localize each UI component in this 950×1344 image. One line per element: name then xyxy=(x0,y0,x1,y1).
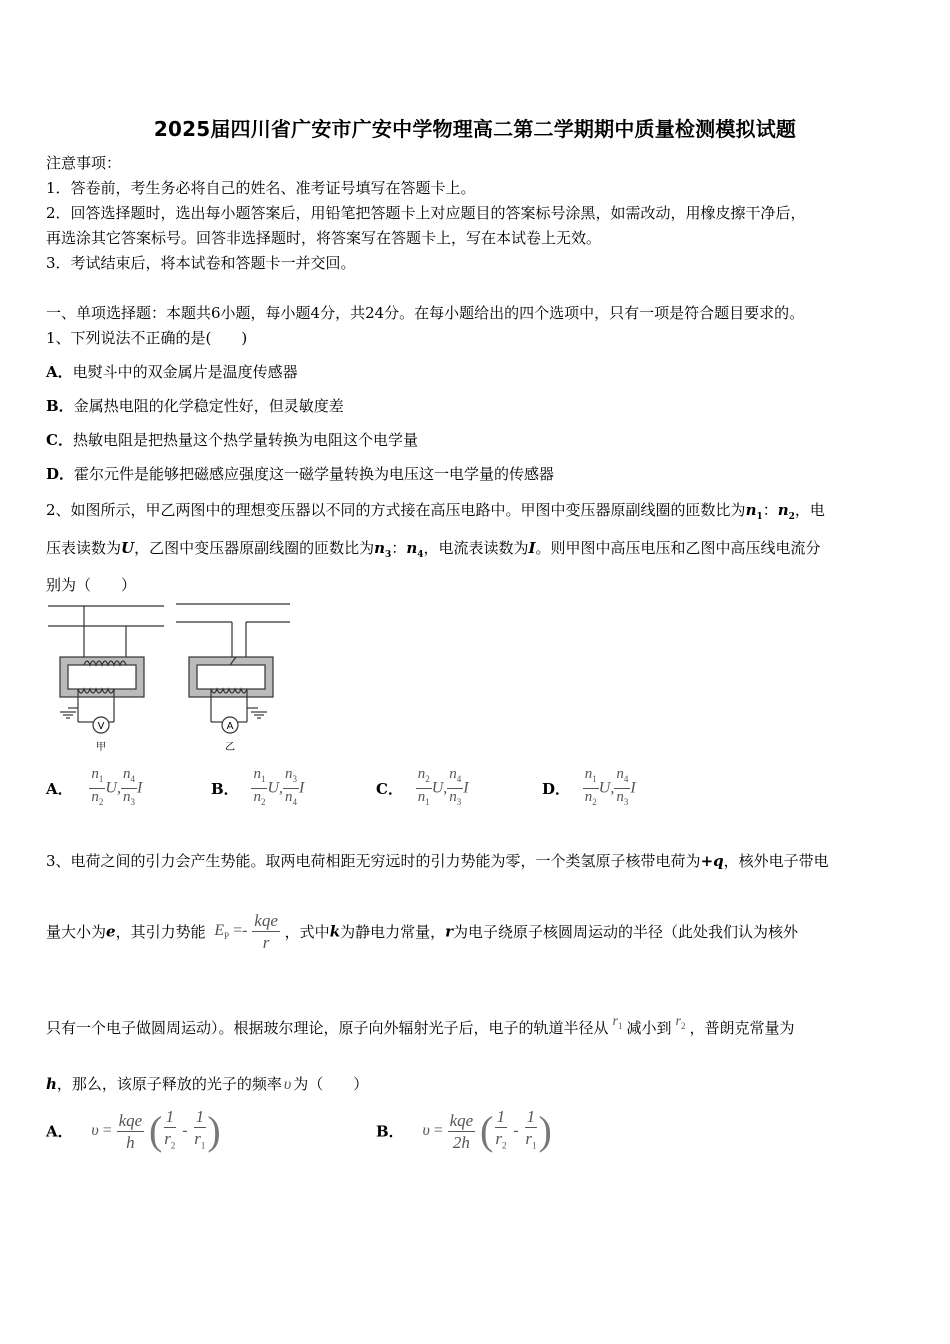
figure-label-yi: 乙 xyxy=(225,742,235,753)
notice-item-1: 1．答卷前，考生务必将自己的姓名、准考证号填写在答题卡上。 xyxy=(46,179,476,197)
ammeter-label: A xyxy=(226,721,234,732)
notice-item-2: 2．回答选择题时，选出每小题答案后，用铅笔把答题卡上对应题目的答案标号涂黑，如需改动，用橡皮擦干净后， xyxy=(46,204,806,222)
q3-stem-line3: 只有一个电子做圆周运动）。根据玻尔理论，原子向外辐射光子后，电子的轨道半径从 $r_1$ 减小到 $r_2$ ，普朗克常量为 xyxy=(46,1014,795,1037)
potential-formula: $E_P$ =- xyxy=(214,921,248,942)
q3-stem-line4: h，那么，该原子释放的光子的频率 υ 为（ ） xyxy=(46,1075,369,1093)
option-letter: C． xyxy=(46,431,73,449)
option-text: 金属热电阻的化学稳定性好，但灵敏度差 xyxy=(73,397,344,415)
q3-stem-line2: 量大小为e，其引力势能 $E_P$ =- $\frac{\text{kqe}}{r}$ ，式中k为静电力常量，r为电子绕原子核圆周运动的半径（此处我们认为核外 xyxy=(46,911,799,952)
q2-option-a: A． $\frac{n_1}{n_2}$ U, $\frac{n_4}{n_3}$ I xyxy=(46,766,143,807)
q1-option-d xyxy=(46,463,554,484)
q3-stem-line1: 3、电荷之间的引力会产生势能。取两电荷相距无穷远时的引力势能为零，一个类氢原子核带电荷为+q，核外电子带电 xyxy=(46,852,829,870)
notice-header: 注意事项： xyxy=(46,154,122,172)
q2-option-b: B． $\frac{n_1}{n_2}$ U, $\frac{n_3}{n_4}$ I xyxy=(211,766,305,807)
q1-stem: 1、下列说法不正确的是( ) xyxy=(46,329,248,347)
q2-stem-line1: 2、如图所示，甲乙两图中的理想变压器以不同的方式接在高压电路中。甲图中变压器原副线圈的匝数比为$n_1$：$n_2$，电 xyxy=(46,501,825,522)
option-text: 热敏电阻是把热量这个热学量转换为电阻这个电学量 xyxy=(72,431,418,449)
q1-option-b xyxy=(46,395,344,416)
option-text: 霍尔元件是能够把磁感应强度这一磁学量转换为电压这一电学量的传感器 xyxy=(74,465,555,483)
section-header: 一、单项选择题：本题共6小题，每小题4分，共24分。在每小题给出的四个选项中，只有一项是符合题目要求的。 xyxy=(46,304,805,322)
transformer-figure xyxy=(46,598,296,756)
voltmeter-label: V xyxy=(97,721,105,732)
option-text: 电熨斗中的双金属片是温度传感器 xyxy=(72,363,298,381)
option-letter: A． xyxy=(46,363,73,381)
option-letter: B． xyxy=(46,397,74,415)
q2-stem-line3: 别为（ ） xyxy=(46,576,137,594)
q1-option-a xyxy=(46,361,298,382)
q1-option-c xyxy=(46,429,418,450)
option-letter: D． xyxy=(46,465,75,483)
q2-option-c: C． $\frac{n_2}{n_1}$ U, $\frac{n_4}{n_3}$ I xyxy=(376,766,469,807)
page-title: 2025届四川省广安市广安中学物理高二第二学期期中质量检测模拟试题 xyxy=(153,117,797,141)
q3-option-a: A． υ = $\frac{\text{kqe}}{h}$ ( $\frac{1}{r_2}$ - $\frac{1}{r_1}$ ) xyxy=(46,1107,221,1154)
notice-item-3: 3．考试结束后，将本试卷和答题卡一并交回。 xyxy=(46,254,356,272)
q3-option-b: B． υ = $\frac{\text{kqe}}{2h}$ ( $\frac{1}{r_2}$ - $\frac{1}{r_1}$ ) xyxy=(376,1107,552,1154)
q2-stem-line2: 压表读数为U，乙图中变压器原副线圈的匝数比为$n_3$：$n_4$，电流表读数为I。则甲图中高压电压和乙图中高压线电流分 xyxy=(46,539,821,560)
figure-label-jia: 甲 xyxy=(96,742,106,753)
q2-option-d: D． $\frac{n_1}{n_2}$ U, $\frac{n_4}{n_3}$ I xyxy=(542,766,636,807)
notice-item-2-cont: 再选涂其它答案标号。回答非选择题时，将答案写在答题卡上，写在本试卷上无效。 xyxy=(46,229,602,247)
